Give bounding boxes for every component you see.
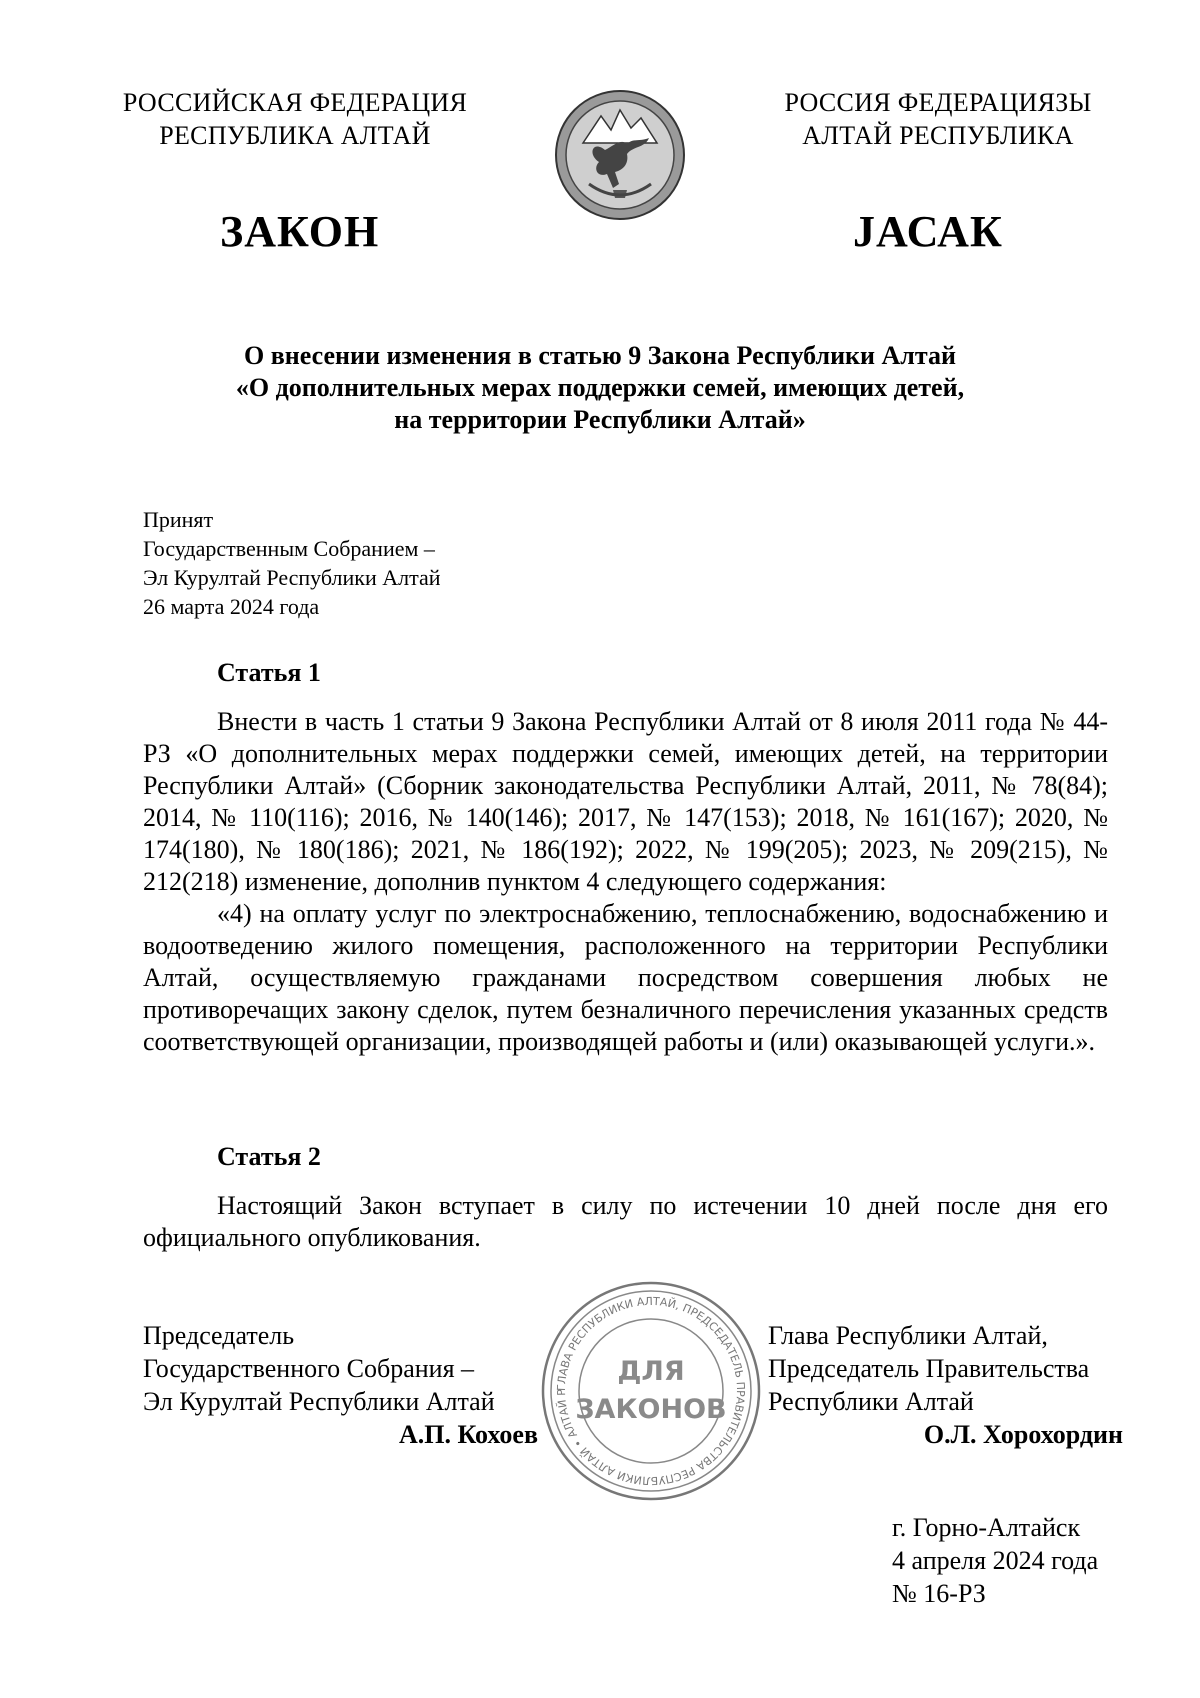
article1-body — [143, 706, 1108, 1058]
law-word-russian: ЗАКОН — [220, 207, 380, 256]
signature-left-line1: Председатель — [143, 1321, 295, 1350]
law-title-line1: О внесении изменения в статью 9 Закона Республики Алтай — [244, 341, 956, 370]
law-title — [150, 340, 1050, 436]
signature-left — [143, 1319, 538, 1451]
law-title-line2: «О дополнительных мерах поддержки семей, имеющих детей, — [235, 373, 965, 402]
header-right — [743, 86, 1133, 152]
footer-city: г. Горно-Алтайск — [892, 1513, 1081, 1542]
signature-left-line2: Государственного Собрания – — [143, 1354, 475, 1383]
header-left-line1: РОССИЙСКАЯ ФЕДЕРАЦИЯ — [122, 88, 468, 117]
signature-right-line3: Республики Алтай — [768, 1387, 974, 1416]
article2-paragraph1: Настоящий Закон вступает в силу по истечении 10 дней после дня его официального опубликования. — [143, 1191, 1108, 1252]
signature-right-line2: Председатель Правительства — [768, 1354, 1090, 1383]
adoption-date: 26 марта 2024 года — [143, 594, 320, 619]
law-word-altai: ЈАСАК — [853, 207, 1003, 256]
article2-heading: Статья 2 — [217, 1142, 321, 1171]
adoption-line2: Государственным Собранием – — [143, 536, 435, 561]
stamp-ring-text: ГЛАВА РЕСПУБЛИКИ АЛТАЙ, ПРЕДСЕДАТЕЛЬ ПРАВИТЕЛЬСТВА РЕСПУБЛИКИ АЛТАЙ • АЛТАЙ Р — [554, 1294, 748, 1488]
footer-date: 4 апреля 2024 года — [892, 1546, 1099, 1575]
header-left — [90, 86, 500, 152]
header-left-line2: РЕСПУБЛИКА АЛТАЙ — [159, 121, 431, 150]
stamp-text-line2: ЗАКОНОВ — [575, 1394, 727, 1425]
article1-paragraph2: «4) на оплату услуг по электроснабжению, теплоснабжению, водоснабжению и водоотведению жилого помещения, расположенного на территории Республики Алтай, осуществляемую гражданами посредством совершения любых не противоречащих закону сделок, путем безналичного перечисления указанных средств соответствующей организации, производящей работы и (или) оказывающей услуги.». — [143, 899, 1108, 1056]
footer-number: № 16-РЗ — [892, 1579, 986, 1608]
place-date-number — [892, 1511, 1098, 1610]
article2-body — [143, 1190, 1108, 1254]
adoption-line3: Эл Курултай Республики Алтай — [143, 565, 441, 590]
law-title-line3: на территории Республики Алтай» — [394, 405, 806, 434]
signature-left-line3: Эл Курултай Республики Алтай — [143, 1387, 495, 1416]
header-right-line2: АЛТАЙ РЕСПУБЛИКА — [802, 121, 1074, 150]
coat-of-arms-emblem — [553, 88, 687, 222]
adoption-line1: Принят — [143, 507, 214, 532]
adoption-info — [143, 505, 441, 621]
signature-right-line1: Глава Республики Алтай, — [768, 1321, 1048, 1350]
signature-right-name: О.Л. Хорохордин — [923, 1420, 1123, 1449]
stamp-text-line1: ДЛЯ — [617, 1356, 685, 1387]
header-right-line1: РОССИЯ ФЕДЕРАЦИЯЗЫ — [784, 88, 1092, 117]
article1-paragraph1: Внести в часть 1 статьи 9 Закона Республики Алтай от 8 июля 2011 года № 44-РЗ «О дополнительных мерах поддержки семей, имеющих детей, на территории Республики Алтай» (Сборник законодательства Республики Алтай, 2011, № 78(84); 2014, № 110(116); 2016, № 140(146); 2017, № 147(153); 2018, № 161(167); 2020, № 174(180), № 180(186); 2021, № 186(192); 2022, № 199(205); 2023, № 209(215), № 212(218) изменение, дополнив пунктом 4 следующего содержания: — [143, 707, 1108, 896]
official-stamp — [538, 1278, 764, 1504]
signature-left-name: А.П. Кохоев — [398, 1420, 538, 1449]
article1-heading: Статья 1 — [217, 658, 321, 687]
signature-right — [768, 1319, 1123, 1451]
